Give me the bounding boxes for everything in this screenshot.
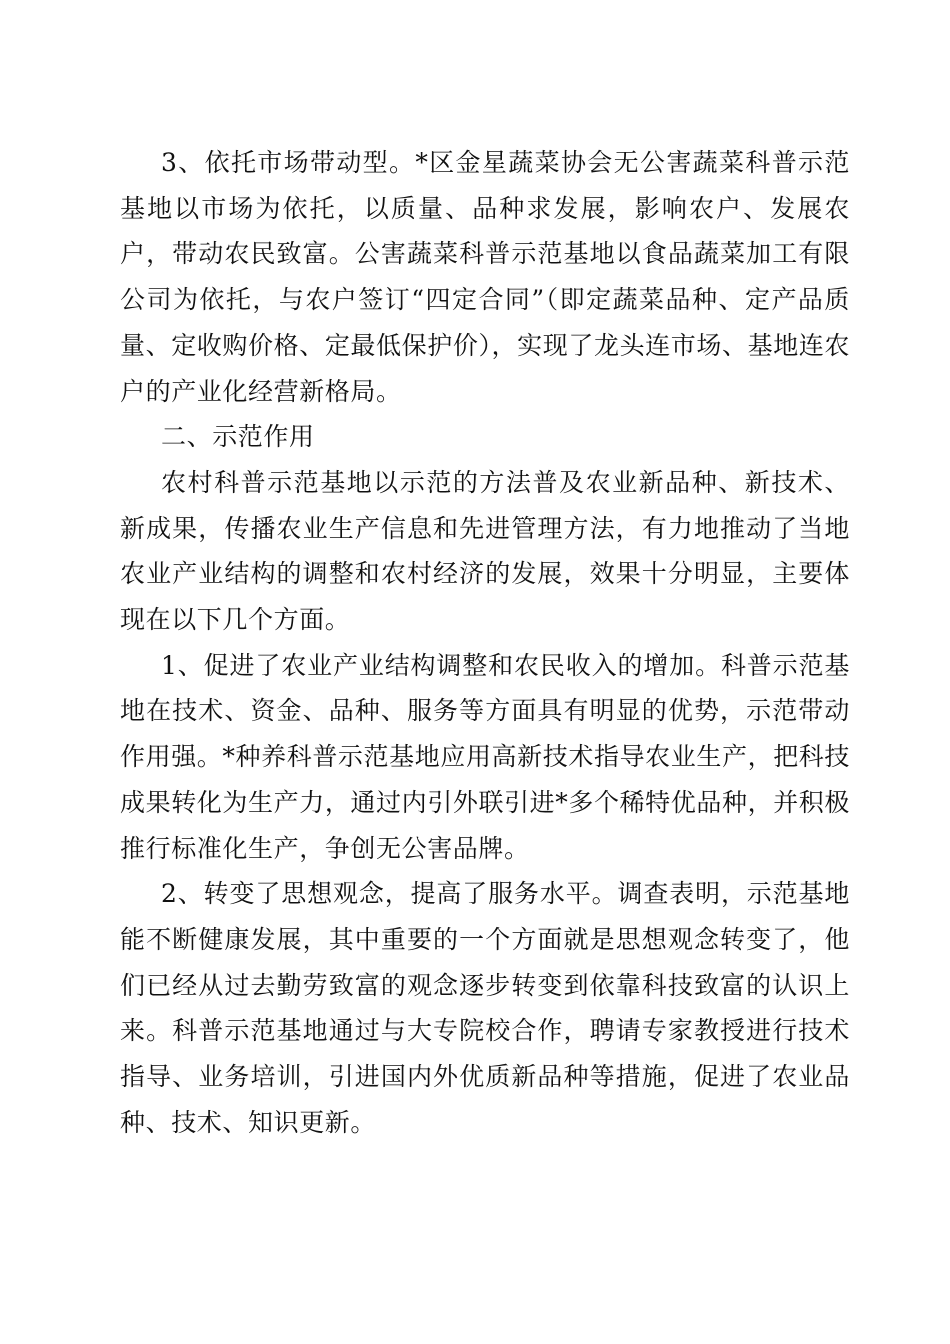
section-heading-demonstration: 二、示范作用 [161,422,315,452]
paragraph-industry-structure: 1、促进了农业产业结构调整和农民收入的增加。科普示范基地在技术、资金、品种、服务等方面具有明显的优势，示范带动作用强。*种养科普示范基地应用高新技术指导农业生产，把科技成果转化为生产力，通过内引外联引进*多个稀特优品种，并积极推行标准化生产，争创无公害品牌。 [120,650,850,863]
paragraph-mindset-change: 2、转变了思想观念，提高了服务水平。调查表明，示范基地能不断健康发展，其中重要的一个方面就是思想观念转变了，他们已经从过去勤劳致富的观念逐步转变到依靠科技致富的认识上来。科普示范基地通过与大专院校合作，聘请专家教授进行技术指导、业务培训，引进国内外优质新品种等措施，促进了农业品种、技术、知识更新。 [120,879,850,1137]
paragraph-market-driven: 3、依托市场带动型。*区金星蔬菜协会无公害蔬菜科普示范基地以市场为依托，以质量、品种求发展，影响农户、发展农户，带动农民致富。公害蔬菜科普示范基地以食品蔬菜加工有限公司为依托，与农户签订“四定合同”（即定蔬菜品种、定产品质量、定收购价格、定最低保护价），实现了龙头连市场、基地连农户的产业化经营新格局。 [120,148,850,406]
document-body [120,140,850,1145]
paragraph-demonstration-intro: 农村科普示范基地以示范的方法普及农业新品种、新技术、新成果，传播农业生产信息和先进管理方法，有力地推动了当地农业产业结构的调整和农村经济的发展，效果十分明显，主要体现在以下几个方面。 [120,467,850,635]
